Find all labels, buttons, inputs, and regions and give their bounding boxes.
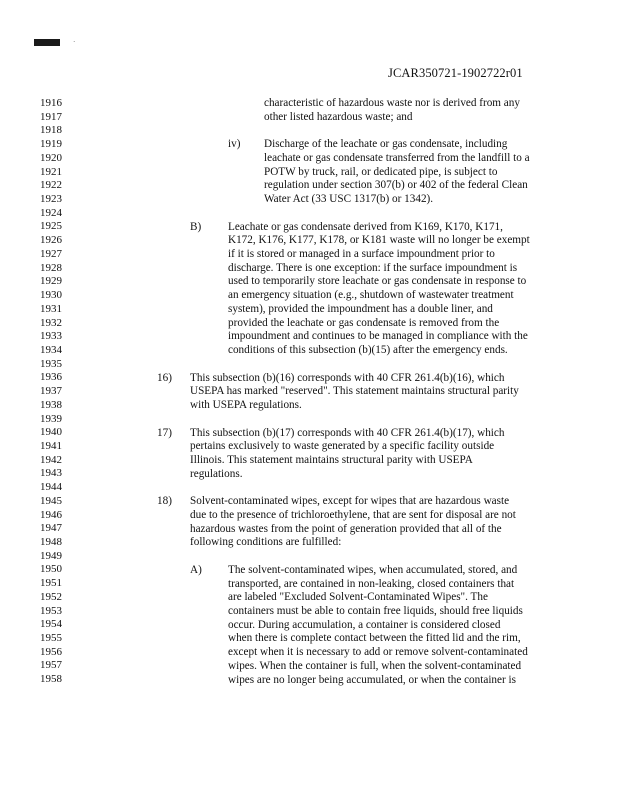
line-number: 1929 [40, 275, 62, 288]
line-number: 1958 [40, 673, 62, 686]
line-number: 1924 [40, 206, 62, 219]
text-line: system), provided the impoundment has a double liner, and [228, 302, 493, 315]
text-line: Discharge of the leachate or gas condensate, including [264, 138, 508, 151]
text-line: pertains exclusively to waste generated by a specific facility outside [190, 440, 495, 453]
line-number: 1938 [40, 398, 62, 411]
item-label: 18) [157, 495, 172, 508]
line-number: 1931 [40, 302, 62, 315]
text-line: occur. During accumulation, a container is considered closed [228, 618, 501, 631]
line-number: 1926 [40, 234, 62, 247]
line-number: 1917 [40, 110, 62, 123]
line-number: 1956 [40, 645, 62, 658]
line-number: 1928 [40, 261, 62, 274]
line-number: 1951 [40, 577, 62, 590]
item-label: 17) [157, 426, 172, 439]
text-line: discharge. There is one exception: if the surface impoundment is [228, 261, 518, 274]
line-number: 1930 [40, 289, 62, 302]
line-number: 1941 [40, 439, 62, 452]
text-line: containers must be able to contain free liquids, should free liquids [228, 605, 523, 617]
line-number: 1921 [40, 165, 62, 178]
line-number: 1937 [40, 385, 62, 398]
document-id: JCAR350721-1902722r01 [388, 66, 523, 80]
line-number: 1957 [40, 659, 62, 672]
line-number: 1954 [40, 618, 62, 631]
text-line: hazardous wastes from the point of generation provided that all of the [190, 522, 502, 535]
line-number: 1933 [40, 330, 62, 343]
line-number: 1925 [40, 220, 62, 233]
text-line: if it is stored or managed in a surface impoundment prior to [228, 248, 495, 261]
line-number: 1916 [40, 97, 62, 109]
line-number: 1944 [40, 481, 62, 494]
text-line: when there is complete contact between the fitted lid and the rim, [228, 632, 521, 645]
line-number: 1950 [40, 563, 62, 576]
corner-dot: · [73, 38, 76, 46]
line-number: 1934 [40, 343, 62, 356]
line-number: 1920 [40, 151, 62, 164]
line-number: 1953 [40, 604, 62, 617]
text-line: provided the leachate or gas condensate is removed from the [228, 316, 500, 329]
item-label: B) [190, 220, 202, 233]
line-number: 1918 [40, 124, 62, 137]
line-number: 1922 [40, 179, 62, 192]
text-line: USEPA has marked "reserved". This statement maintains structural parity [190, 385, 519, 398]
line-number: 1942 [40, 453, 62, 466]
line-number: 1940 [40, 426, 62, 439]
text-line: used to temporarily store leachate or gas condensate in response to [228, 275, 527, 288]
text-line: Illinois. This statement maintains structural parity with USEPA [190, 453, 473, 466]
text-line: except when it is necessary to add or remove solvent-contaminated [228, 646, 528, 659]
text-line: transported, are contained in non-leaking, closed containers that [228, 577, 515, 590]
text-line: regulation under section 307(b) or 402 of the federal Clean [264, 179, 528, 192]
text-line: Leachate or gas condensate derived from K169, K170, K171, [228, 220, 503, 233]
text-line: The solvent-contaminated wipes, when accumulated, stored, and [228, 563, 518, 576]
line-number: 1947 [40, 522, 62, 535]
line-number: 1923 [40, 193, 62, 206]
line-number: 1939 [40, 412, 62, 425]
line-number: 1927 [40, 247, 62, 260]
item-label: 16) [157, 371, 172, 384]
item-label: A) [190, 563, 202, 576]
text-line: regulations. [190, 467, 243, 480]
text-line: with USEPA regulations. [190, 399, 302, 412]
text-line: This subsection (b)(16) corresponds with 40 CFR 261.4(b)(16), which [190, 371, 505, 384]
text-line: K172, K176, K177, K178, or K181 waste will no longer be exempt [228, 234, 530, 247]
redaction-mark [34, 39, 60, 46]
line-number: 1952 [40, 590, 62, 603]
text-line: following conditions are fulfilled: [190, 536, 342, 549]
text-line: impoundment and continues to be managed in compliance with the [228, 330, 528, 343]
text-line: due to the presence of trichloroethylene, that are sent for disposal are not [190, 508, 516, 521]
line-number: 1945 [40, 494, 62, 507]
line-number: 1946 [40, 508, 62, 521]
text-line: Water Act (33 USC 1317(b) or 1342). [264, 193, 434, 206]
text-line: are labeled "Excluded Solvent-Contaminated Wipes". The [228, 591, 488, 604]
text-line: This subsection (b)(17) corresponds with 40 CFR 261.4(b)(17), which [190, 426, 505, 439]
line-number: 1948 [40, 536, 62, 548]
text-line: wipes are no longer being accumulated, or when the container is [228, 673, 516, 686]
text-line: other listed hazardous waste; and [264, 110, 413, 123]
line-number: 1919 [40, 138, 62, 151]
text-line: conditions of this subsection (b)(15) after the emergency ends. [228, 344, 508, 357]
text-line: characteristic of hazardous waste nor is derived from any [264, 97, 520, 109]
line-number: 1936 [40, 371, 62, 384]
line-number: 1935 [40, 357, 62, 370]
text-line: leachate or gas condensate transferred from the landfill to a [264, 151, 530, 164]
line-number-column [40, 97, 62, 687]
text-line: wipes. When the container is full, when the solvent-contaminated [228, 659, 522, 672]
line-number: 1932 [40, 316, 62, 329]
line-number: 1943 [40, 467, 62, 480]
item-label: iv) [228, 138, 241, 151]
line-number: 1955 [40, 632, 62, 645]
text-line: an emergency situation (e.g., shutdown of wastewater treatment [228, 289, 514, 302]
text-line: POTW by truck, rail, or dedicated pipe, is subject to [264, 165, 498, 178]
line-number: 1949 [40, 549, 62, 562]
text-line: Solvent-contaminated wipes, except for wipes that are hazardous waste [190, 495, 510, 508]
